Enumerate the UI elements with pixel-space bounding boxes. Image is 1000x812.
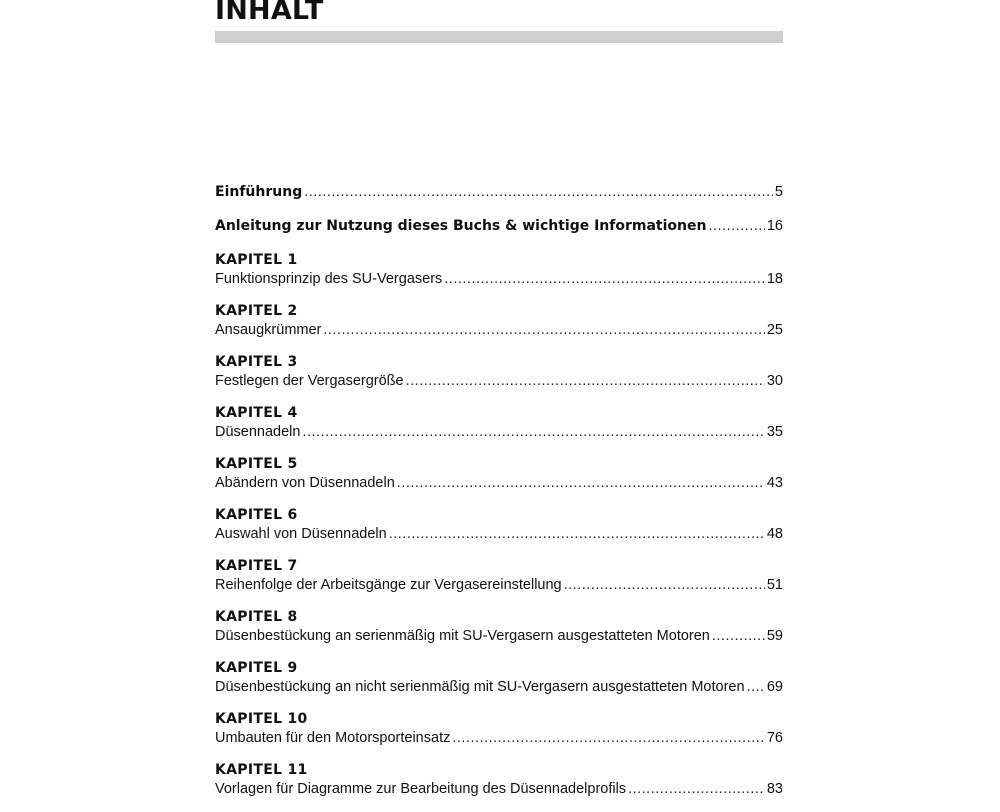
heading-underline-bar <box>215 31 783 43</box>
toc-entry <box>215 729 783 748</box>
toc-chapter-5 <box>215 455 783 493</box>
toc-page-number: 48 <box>766 526 783 542</box>
toc-entry-title: Vorlagen für Diagramme zur Bearbeitung des Düsennadelprofils <box>215 781 627 797</box>
toc-chapter-9 <box>215 659 783 697</box>
toc-entry <box>215 474 783 493</box>
toc-entry-instructions <box>215 217 783 236</box>
toc-page-number: 16 <box>766 218 783 234</box>
chapter-label: KAPITEL 3 <box>215 354 298 370</box>
toc-chapter-4 <box>215 404 783 442</box>
toc-entry <box>215 678 783 697</box>
toc-entry <box>215 525 783 544</box>
chapter-label: KAPITEL 8 <box>215 609 298 625</box>
chapter-label: KAPITEL 9 <box>215 660 298 676</box>
toc-entry-title: Einführung <box>215 184 303 200</box>
dot-leader <box>564 576 765 595</box>
dot-leader <box>323 321 764 340</box>
toc-entry-title: Auswahl von Düsennadeln <box>215 526 387 542</box>
dot-leader <box>708 217 764 236</box>
toc-entry-introduction <box>215 183 783 202</box>
dot-leader <box>452 729 765 748</box>
dot-leader <box>406 372 765 391</box>
toc-chapter-2 <box>215 302 783 340</box>
dot-leader <box>302 423 764 442</box>
toc-page-number: 83 <box>766 781 783 797</box>
toc-chapter-8 <box>215 608 783 646</box>
toc-chapter-7 <box>215 557 783 595</box>
toc-chapter-11 <box>215 761 783 799</box>
toc-entry <box>215 321 783 340</box>
toc-entry <box>215 627 783 646</box>
dot-leader <box>389 525 765 544</box>
toc-entry-title: Düsenbestückung an nicht serienmäßig mit SU-Vergasern ausgestatteten Motoren <box>215 679 745 695</box>
toc-page-number: 69 <box>766 679 783 695</box>
toc-entry <box>215 576 783 595</box>
toc-page-number: 43 <box>766 475 783 491</box>
toc-entry-title: Ansaugkrümmer <box>215 322 322 338</box>
toc-chapter-6 <box>215 506 783 544</box>
table-of-contents <box>215 183 783 812</box>
toc-entry <box>215 270 783 289</box>
toc-entry-title: Düsenbestückung an serienmäßig mit SU-Vergasern ausgestatteten Motoren <box>215 628 710 644</box>
page-title: INHALT <box>215 0 324 26</box>
toc-entry-title: Umbauten für den Motorsporteinsatz <box>215 730 451 746</box>
toc-entry <box>215 423 783 442</box>
chapter-label: KAPITEL 2 <box>215 303 298 319</box>
toc-entry-title: Funktionsprinzip des SU-Vergasers <box>215 271 443 287</box>
toc-entry-title: Abändern von Düsennadeln <box>215 475 395 491</box>
toc-page-number: 59 <box>766 628 783 644</box>
dot-leader <box>444 270 765 289</box>
chapter-label: KAPITEL 1 <box>215 252 298 268</box>
toc-entry-title: Anleitung zur Nutzung dieses Buchs & wichtige Informationen <box>215 218 707 234</box>
toc-chapter-1 <box>215 251 783 289</box>
toc-entry <box>215 372 783 391</box>
toc-page-number: 30 <box>766 373 783 389</box>
toc-chapter-10 <box>215 710 783 748</box>
toc-chapter-3 <box>215 353 783 391</box>
toc-page-number: 35 <box>766 424 783 440</box>
chapter-label: KAPITEL 4 <box>215 405 298 421</box>
dot-leader <box>304 183 773 202</box>
chapter-label: KAPITEL 5 <box>215 456 298 472</box>
dot-leader <box>397 474 765 493</box>
dot-leader <box>628 780 765 799</box>
toc-page-number: 18 <box>766 271 783 287</box>
toc-entry-title: Reihenfolge der Arbeitsgänge zur Vergasereinstellung <box>215 577 562 593</box>
toc-page-number: 76 <box>766 730 783 746</box>
toc-entry-title: Festlegen der Vergasergröße <box>215 373 404 389</box>
toc-page-number: 5 <box>774 184 783 200</box>
dot-leader <box>747 678 765 697</box>
toc-entry-title: Düsennadeln <box>215 424 301 440</box>
toc-entry <box>215 780 783 799</box>
chapter-label: KAPITEL 7 <box>215 558 298 574</box>
toc-page-number: 25 <box>766 322 783 338</box>
dot-leader <box>712 627 765 646</box>
chapter-label: KAPITEL 11 <box>215 762 308 778</box>
chapter-label: KAPITEL 10 <box>215 711 308 727</box>
chapter-label: KAPITEL 6 <box>215 507 298 523</box>
toc-page-number: 51 <box>766 577 783 593</box>
